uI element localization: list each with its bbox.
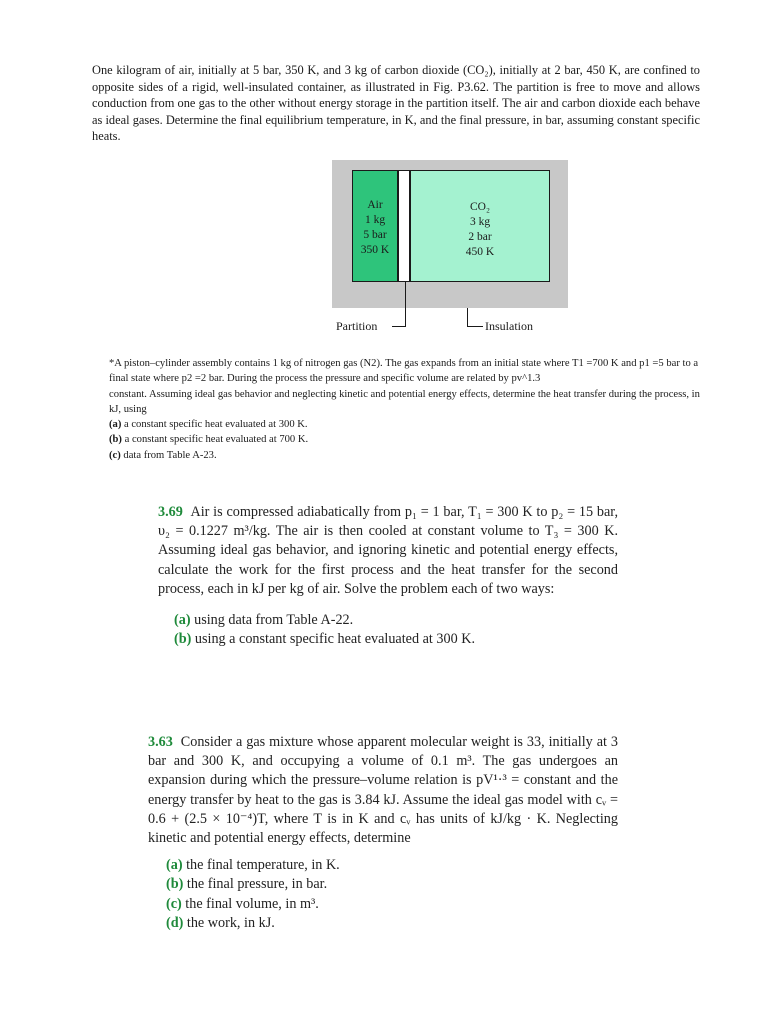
option-b: (b) using a constant specific heat evaluated at 300 K.: [174, 631, 475, 648]
problem-number: 3.63: [148, 734, 173, 750]
problem-text: Consider a gas mixture whose apparent molecular weight is 33, initially at 3 bar and 300 K, and occupying a volume of 0.1 m³. The gas undergoes an expansion during which the pressure–volume relation is pV¹·³ = constant and the energy transfer by heat to the gas is 3.84 kJ. Assume the ideal gas model with cᵥ = 0.6 + (2.5 × 10⁻⁴)T, where T is in K and cᵥ has units of kJ/kg · K. Neglecting kinetic and potential energy effects, determine: [148, 734, 618, 847]
problem-3-62-text: One kilogram of air, initially at 5 bar, 350 K, and 3 kg of carbon dioxide (CO₂), initially at 2 bar, 450 K, are confined to opposite sides of a rigid, well-insulated container, as illustrated in Fig. P3.62. The partition is free to move and allows conduction from one gas to the other without energy storage in the partition itself. The air and carbon dioxide each behave as ideal gases. Determine the final equilibrium temperature, in K, and the final pressure, in bar, assuming constant specific heats.: [92, 63, 700, 144]
co2-label: [410, 200, 550, 260]
air-mass: 1 kg: [364, 214, 386, 226]
problem-number: 3.69: [158, 504, 183, 520]
option-b: (b) the final pressure, in bar.: [166, 876, 328, 893]
nitrogen-problem: [109, 356, 701, 463]
option-d: (d) the work, in kJ.: [166, 914, 275, 931]
nitrogen-option: (a) a constant specific heat evaluated at 300 K.: [109, 419, 308, 431]
insulation-leader-line: [467, 308, 468, 326]
partition: [398, 170, 410, 282]
partition-leader-tick: [392, 326, 406, 327]
option-a: (a) using data from Table A-22.: [174, 612, 354, 629]
insulation-caption: Insulation: [485, 319, 533, 333]
air-label: [352, 198, 398, 258]
nitrogen-option: (c) data from Table A-23.: [109, 449, 217, 461]
air-name: Air: [367, 199, 383, 211]
nitrogen-option: (b) a constant specific heat evaluated at 700 K.: [109, 434, 309, 446]
figure-p3-62: [332, 160, 568, 340]
co2-name: CO₂: [470, 201, 490, 213]
co2-pressure: 2 bar: [468, 231, 492, 243]
co2-mass: 3 kg: [469, 216, 491, 228]
option-c: (c) the final volume, in m³.: [166, 895, 319, 912]
air-temperature: 350 K: [360, 244, 390, 256]
partition-caption: Partition: [336, 319, 378, 333]
partition-leader-line: [405, 282, 406, 327]
insulation-leader-tick: [467, 326, 483, 327]
problem-3-63: [148, 733, 618, 933]
problem-3-69: [158, 503, 618, 649]
problem-text: Air is compressed adiabatically from p₁ = 1 bar, T₁ = 300 K to p₂ = 15 bar, υ₂ = 0.1227 m³/kg. The air is then cooled at constant volume to T₃ = 300 K. Assuming ideal gas behavior, and ignoring kinetic and potential energy effects, calculate the work for the first process and the heat transfer for the second process, each in kJ per kg of air. Solve the problem each of two ways:: [158, 504, 619, 597]
nitrogen-continuation: constant. Assuming ideal gas behavior and neglecting kinetic and potential energy effects, determine the heat transfer during the process, in kJ, using: [109, 388, 700, 415]
co2-temperature: 450 K: [465, 246, 495, 258]
option-a: (a) the final temperature, in K.: [166, 857, 340, 874]
air-pressure: 5 bar: [363, 229, 387, 241]
nitrogen-intro: *A piston–cylinder assembly contains 1 kg of nitrogen gas (N2). The gas expands from an initial state where T1 =700 K and p1 =5 bar to a final state where p2 =2 bar. During the process the pressure and specific volume are related by pv^1.3: [109, 358, 699, 385]
